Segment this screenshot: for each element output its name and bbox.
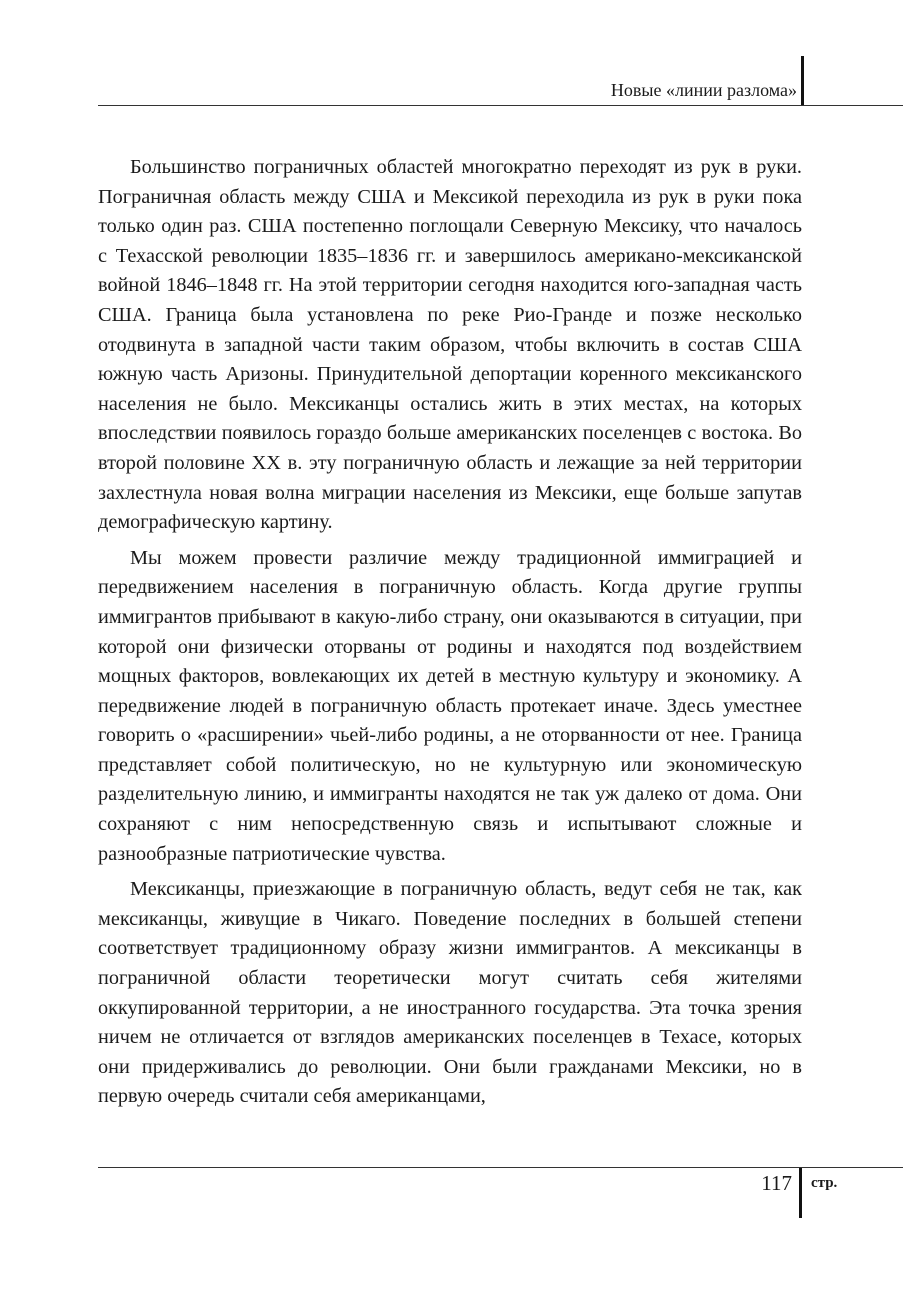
footer-vertical-bar: [799, 1168, 802, 1218]
body-text: [98, 153, 802, 1112]
page-label: стр.: [811, 1175, 838, 1191]
paragraph-1: Большинство пограничных областей многократно переходят из рук в руки. Пограничная область между США и Мексикой переходила из рук в руки пока только один раз. США постепенно поглощали Северную Мексику, что началось с Техасской революции 1835–1836 гг. и завершилось американо-мексиканской войной 1846–1848 гг. На этой территории сегодня находится юго-западная часть США. Граница была установлена по реке Рио-Гранде и позже несколько отодвинута в западной части таким образом, чтобы включить в состав США южную часть Аризоны. Принудительной депортации коренного мексиканского населения не было. Мексиканцы остались жить в этих местах, на которых впоследствии появилось гораздо больше американских поселенцев с востока. Во второй половине XX в. эту пограничную область и лежащие за ней территории захлестнула новая волна миграции населения из Мексики, еще больше запутав демографическую картину.: [98, 156, 802, 534]
header-rule: [98, 105, 903, 106]
header-vertical-bar: [801, 56, 804, 105]
page-number: 117: [761, 1171, 792, 1195]
paragraph-2: Мы можем провести различие между традиционной иммиграцией и передвижением населения в пограничную область. Когда другие группы иммигрантов прибывают в какую-либо страну, они оказываются в ситуации, при которой они физически оторваны от родины и находятся под воздействием мощных факторов, вовлекающих их детей в местную культуру и экономику. А передвижение людей в пограничную область протекает иначе. Здесь уместнее говорить о «расширении» чьей-либо родины, а не оторванности от нее. Граница представляет собой политическую, но не культурную или экономическую разделительную линию, и иммигранты находятся не так уж далеко от дома. Они сохраняют с ним непосредственную связь и испытывают сложные и разнообразные патриотические чувства.: [98, 546, 802, 865]
running-header-title: Новые «линии разлома»: [610, 80, 797, 100]
footer-rule: [98, 1167, 903, 1168]
paragraph-3: Мексиканцы, приезжающие в пограничную область, ведут себя не так, как мексиканцы, живущие в Чикаго. Поведение последних в большей степени соответствует традиционному образу жизни иммигрантов. А мексиканцы в пограничной области теоретически могут считать себя жителями оккупированной территории, а не иностранного государства. Эта точка зрения ничем не отличается от взглядов американских поселенцев в Техасе, которых они придерживались до революции. Они были гражданами Мексики, но в первую очередь считали себя американцами,: [98, 878, 802, 1108]
